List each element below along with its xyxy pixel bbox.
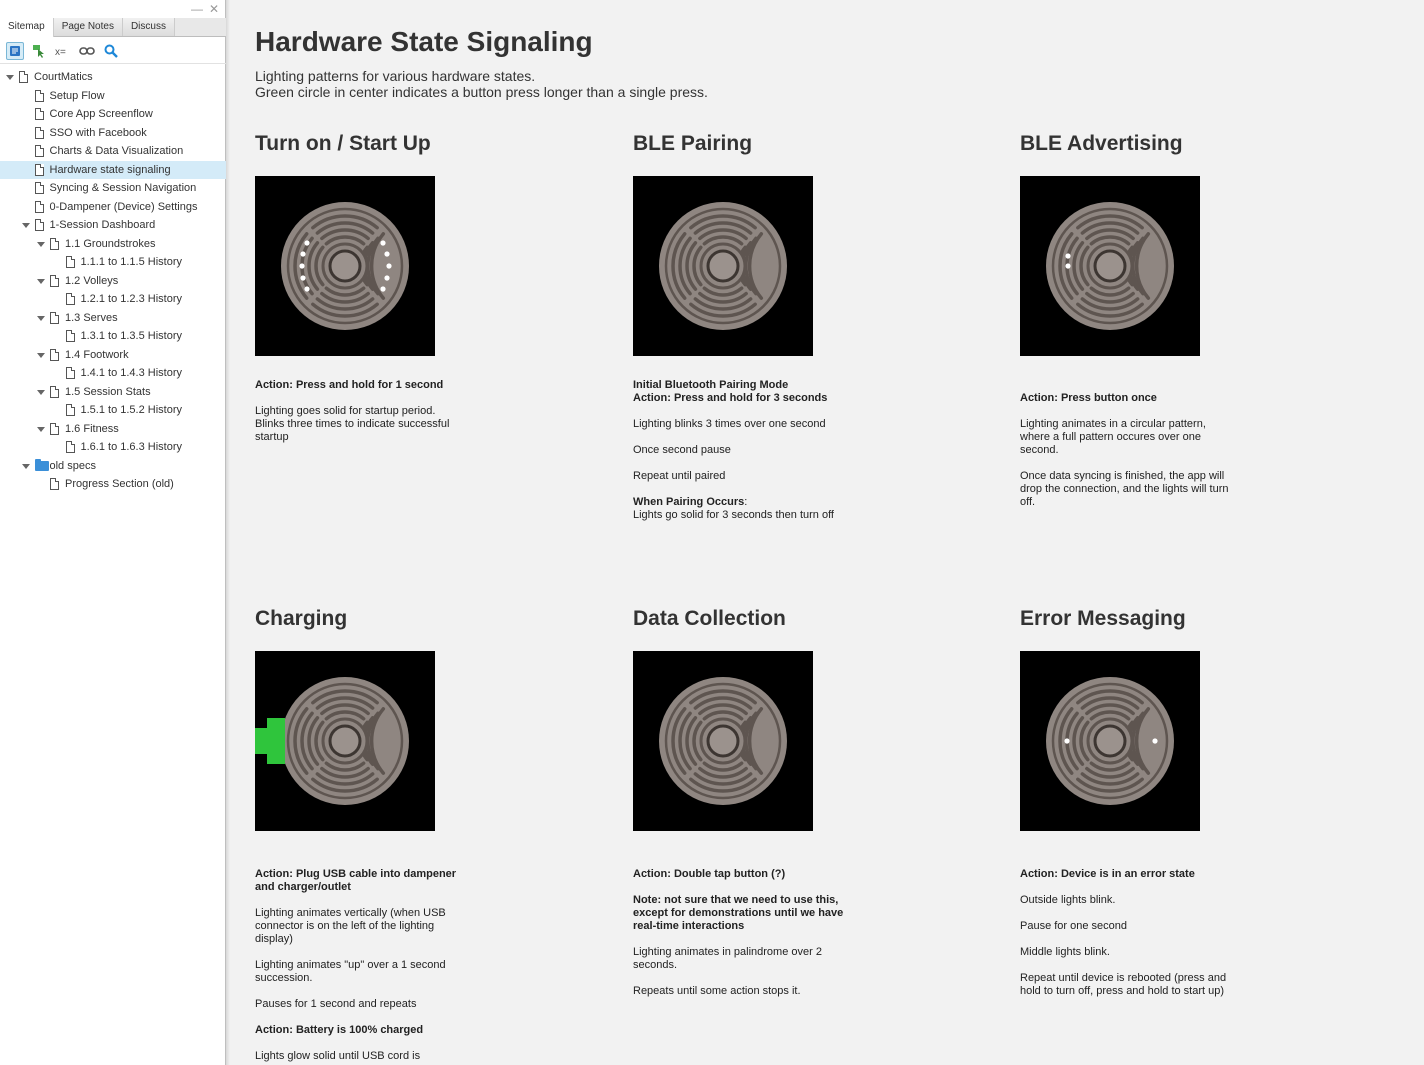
page-icon (50, 349, 59, 361)
sitemap-node-hardware-state-signaling[interactable] (0, 161, 226, 180)
page-icon (50, 275, 59, 287)
sitemap-node-label: 1.3 Serves (65, 311, 118, 324)
sitemap-node-core-app-screenflow[interactable] (0, 105, 226, 124)
section-data-collection (633, 607, 844, 997)
section-turn-on-start-up (255, 132, 450, 443)
sitemap-node-label: 1-Session Dashboard (49, 219, 156, 231)
description-paragraph (255, 1024, 485, 1037)
sitemap-view-button[interactable] (6, 42, 24, 60)
description-text: drop the connection, and the lights will turn (1020, 483, 1229, 495)
expand-triangle-icon[interactable] (37, 390, 45, 395)
description-paragraph (255, 959, 485, 985)
sitemap-node-1-4-footwork[interactable] (0, 346, 226, 365)
dampener-graphic (633, 651, 813, 831)
sitemap-node-label: 1.1 Groundstrokes (65, 237, 156, 250)
sitemap-node-1-2-1-to-1-2-3-history[interactable] (0, 290, 226, 309)
page-icon (35, 182, 44, 194)
usb-connector-icon (255, 716, 285, 766)
description-paragraph (1020, 418, 1250, 457)
sitemap-node-label: 1.2 Volleys (65, 274, 119, 287)
sitemap-node-label: 1.3.1 to 1.3.5 History (80, 330, 182, 342)
description-text: Lighting animates in a circular pattern, (1020, 418, 1206, 430)
sitemap-node-1-5-session-stats[interactable] (0, 383, 226, 402)
sitemap-toolbar (0, 38, 226, 64)
sitemap-node-setup-flow[interactable] (0, 87, 226, 106)
tab-page-notes[interactable]: Page Notes (54, 18, 123, 36)
section-ble-advertising (1020, 132, 1229, 508)
page-icon (50, 386, 59, 398)
page-icon (66, 330, 75, 342)
link-button[interactable] (78, 42, 96, 60)
description-paragraph (633, 985, 863, 998)
description-paragraph (1020, 470, 1250, 509)
subtitle-line: Lighting patterns for various hardware states. (255, 68, 536, 84)
description-text: Once second pause (633, 444, 731, 456)
description-paragraph (633, 379, 863, 405)
sitemap-node-label: 1.2.1 to 1.2.3 History (80, 293, 182, 305)
panel-splitter[interactable] (226, 0, 230, 1065)
svg-text:x=: x= (55, 46, 66, 57)
subtitle-line: Green circle in center indicates a button press longer than a single press. (255, 84, 708, 100)
page-icon (35, 145, 44, 157)
dampener-graphic (1020, 176, 1200, 356)
device-illustration (1020, 651, 1200, 831)
description-paragraph (255, 998, 485, 1011)
sitemap-tree (0, 68, 226, 494)
sitemap-node-1-3-1-to-1-3-5-history[interactable] (0, 327, 226, 346)
sitemap-node-1-3-serves[interactable] (0, 309, 226, 328)
description-paragraph (633, 868, 863, 881)
sitemap-node-charts-data-visualization[interactable] (0, 142, 226, 161)
section-description (1020, 392, 1250, 522)
device-illustration (255, 651, 435, 831)
description-text: where a full pattern occures over one (1020, 431, 1201, 443)
description-text: real-time interactions (633, 920, 745, 932)
page-icon (19, 71, 28, 83)
page-icon (50, 423, 59, 435)
dampener-graphic (1020, 651, 1200, 831)
sitemap-node-courtmatics[interactable] (0, 68, 226, 87)
search-button[interactable] (102, 42, 120, 60)
page-icon (50, 312, 59, 324)
description-paragraph (255, 868, 485, 894)
section-title: Data Collection (633, 607, 786, 630)
sitemap-node-label: CourtMatics (34, 71, 93, 83)
device-illustration (255, 176, 435, 356)
page-icon (35, 127, 44, 139)
dampener-graphic (255, 176, 435, 356)
description-paragraph (255, 907, 485, 946)
description-text: Lighting animates vertically (when USB (255, 907, 446, 919)
section-description (633, 379, 863, 535)
page-icon (66, 404, 75, 416)
description-text: second. (1020, 444, 1059, 456)
description-text: Action: Press button once (1020, 392, 1157, 404)
panel-tabs (0, 18, 226, 37)
folder-icon (35, 461, 49, 471)
description-text: Initial Bluetooth Pairing Mode (633, 379, 789, 391)
page-title: Hardware State Signaling (255, 26, 593, 57)
description-paragraph (633, 496, 863, 522)
page-icon (66, 293, 75, 305)
description-text: Lighting animates in palindrome over 2 (633, 946, 822, 958)
section-description (633, 868, 863, 1011)
description-text: startup (255, 431, 289, 443)
sitemap-node-label: Setup Flow (49, 89, 105, 102)
description-text: Lighting animates "up" over a 1 second (255, 959, 446, 971)
description-text: Note: not sure that we need to use this, (633, 894, 839, 906)
sitemap-node-0-dampener-device-settings[interactable] (0, 198, 226, 217)
sitemap-node-label: Charts & Data Visualization (49, 145, 184, 157)
dampener-graphic (633, 176, 813, 356)
tab-discuss[interactable]: Discuss (123, 18, 175, 36)
sitemap-node-label: 1.4 Footwork (65, 348, 129, 361)
section-ble-pairing (633, 132, 834, 521)
description-text: Blinks three times to indicate successful (255, 418, 450, 430)
sitemap-node-label: 1.5 Session Stats (65, 385, 151, 398)
sitemap-node-1-2-volleys[interactable] (0, 272, 226, 291)
sitemap-node-progress-section-old[interactable] (0, 475, 226, 494)
link-icon (79, 46, 95, 56)
page-subtitle (255, 68, 708, 100)
sitemap-node-label: 1.6 Fitness (65, 422, 119, 435)
page-icon (50, 478, 59, 490)
sitemap-node-syncing-session-navigation[interactable] (0, 179, 226, 198)
sitemap-node-1-1-1-to-1-1-5-history[interactable] (0, 253, 226, 272)
description-paragraph (255, 379, 485, 392)
page-icon (66, 256, 75, 268)
description-text: Middle lights blink. (1020, 946, 1110, 958)
description-text: except for demonstrations until we have (633, 907, 844, 919)
page-icon (66, 367, 75, 379)
tab-sitemap[interactable]: Sitemap (0, 18, 54, 37)
search-icon (104, 44, 118, 58)
description-paragraph (1020, 392, 1250, 405)
section-title: Turn on / Start Up (255, 132, 431, 155)
section-description (255, 868, 485, 1065)
expand-triangle-icon[interactable] (37, 316, 45, 321)
highlight-interactive-button[interactable] (30, 42, 48, 60)
device-illustration (633, 176, 813, 356)
pointer-icon (32, 44, 46, 58)
description-text: Action: Press and hold for 1 second (255, 379, 444, 391)
sitemap-node-label: 0-Dampener (Device) Settings (49, 200, 198, 213)
section-description (255, 379, 485, 457)
description-text: Action: Battery is 100% charged (255, 1024, 424, 1036)
sitemap-panel (0, 0, 226, 1065)
description-paragraph (255, 405, 485, 444)
description-text: display) (255, 933, 293, 945)
description-text: Repeat until paired (633, 470, 726, 482)
expand-triangle-icon[interactable] (22, 464, 30, 469)
sitemap-node-old-specs[interactable] (0, 457, 226, 476)
sitemap-node-label: 1.4.1 to 1.4.3 History (80, 367, 182, 379)
section-error-messaging (1020, 607, 1227, 997)
description-text: succession. (255, 972, 313, 984)
description-text: and charger/outlet (255, 881, 351, 893)
description-text: Lights glow solid until USB cord is (255, 1050, 421, 1062)
description-text: seconds. (633, 959, 678, 971)
minimize-icon[interactable]: — (190, 2, 203, 16)
description-text: off. (1020, 496, 1036, 508)
description-paragraph (1020, 894, 1250, 907)
page-icon (35, 90, 44, 102)
description-paragraph (1020, 920, 1250, 933)
description-paragraph (633, 894, 863, 933)
description-paragraph (633, 418, 863, 431)
page-icon (66, 441, 75, 453)
description-text: : (744, 496, 748, 508)
expand-triangle-icon[interactable] (6, 75, 14, 80)
description-text: Repeats until some action stops it. (633, 985, 801, 997)
sitemap-node-sso-with-facebook[interactable] (0, 124, 226, 143)
section-charging (255, 607, 457, 1062)
sitemap-node-label: Progress Section (old) (65, 478, 174, 490)
description-text: When Pairing Occurs (633, 496, 745, 508)
sitemap-node-label: 1.5.1 to 1.5.2 History (80, 404, 182, 416)
section-title: Charging (255, 607, 348, 630)
description-paragraph (1020, 868, 1250, 881)
window-controls (191, 2, 219, 16)
description-paragraph (633, 470, 863, 483)
page-canvas (255, 0, 1415, 1065)
description-text: Action: Plug USB cable into dampener (255, 868, 457, 880)
description-text: Action: Device is in an error state (1020, 868, 1195, 880)
sitemap-node-1-5-1-to-1-5-2-history[interactable] (0, 401, 226, 420)
page-icon (35, 108, 44, 120)
sitemap-node-1-1-groundstrokes[interactable] (0, 235, 226, 254)
expand-triangle-icon[interactable] (37, 427, 45, 432)
sitemap-node-label: Core App Screenflow (49, 108, 153, 120)
close-icon[interactable]: ✕ (208, 2, 219, 16)
description-text: Lights go solid for 3 seconds then turn off (633, 509, 834, 521)
description-text: connector is on the left of the lighting (255, 920, 435, 932)
variables-icon (55, 45, 71, 57)
section-title: Error Messaging (1020, 607, 1186, 630)
sitemap-node-1-session-dashboard[interactable] (0, 216, 226, 235)
sitemap-node-label: 1.6.1 to 1.6.3 History (80, 441, 182, 453)
sitemap-node-label: 1.1.1 to 1.1.5 History (80, 256, 182, 268)
sitemap-node-label: old specs (49, 459, 96, 472)
sitemap-node-1-6-1-to-1-6-3-history[interactable] (0, 438, 226, 457)
page-icon (35, 219, 44, 231)
description-text: Pause for one second (1020, 920, 1128, 932)
description-text: hold to turn off, press and hold to start up) (1020, 985, 1225, 997)
description-paragraph (633, 946, 863, 972)
description-text: Lighting blinks 3 times over one second (633, 418, 826, 430)
sitemap-node-1-6-fitness[interactable] (0, 420, 226, 439)
description-text: Action: Press and hold for 3 seconds (633, 392, 828, 404)
section-description (1020, 868, 1250, 1011)
description-paragraph (255, 1050, 485, 1063)
expand-triangle-icon[interactable] (37, 353, 45, 358)
sitemap-node-label: Hardware state signaling (49, 163, 171, 176)
device-illustration (1020, 176, 1200, 356)
page-icon (35, 164, 44, 176)
page-icon (35, 201, 44, 213)
sitemap-node-label: SSO with Facebook (49, 126, 147, 139)
description-paragraph (633, 444, 863, 457)
section-title: BLE Pairing (633, 132, 753, 155)
description-text: Lighting goes solid for startup period. (255, 405, 436, 417)
section-title: BLE Advertising (1020, 132, 1183, 155)
description-text: Pauses for 1 second and repeats (255, 998, 417, 1010)
expand-triangle-icon[interactable] (37, 279, 45, 284)
description-paragraph (1020, 972, 1250, 998)
description-text: Repeat until device is rebooted (press and (1020, 972, 1227, 984)
expand-triangle-icon[interactable] (37, 242, 45, 247)
description-text: Outside lights blink. (1020, 894, 1116, 906)
sitemap-node-label: Syncing & Session Navigation (49, 182, 197, 194)
variables-button[interactable] (54, 42, 72, 60)
description-text: Once data syncing is finished, the app will (1020, 470, 1225, 482)
description-text: Action: Double tap button (?) (633, 868, 786, 880)
expand-triangle-icon[interactable] (22, 223, 30, 228)
page-view-icon (9, 45, 21, 57)
page-icon (50, 238, 59, 250)
description-paragraph (1020, 946, 1250, 959)
device-illustration (633, 651, 813, 831)
sitemap-node-1-4-1-to-1-4-3-history[interactable] (0, 364, 226, 383)
